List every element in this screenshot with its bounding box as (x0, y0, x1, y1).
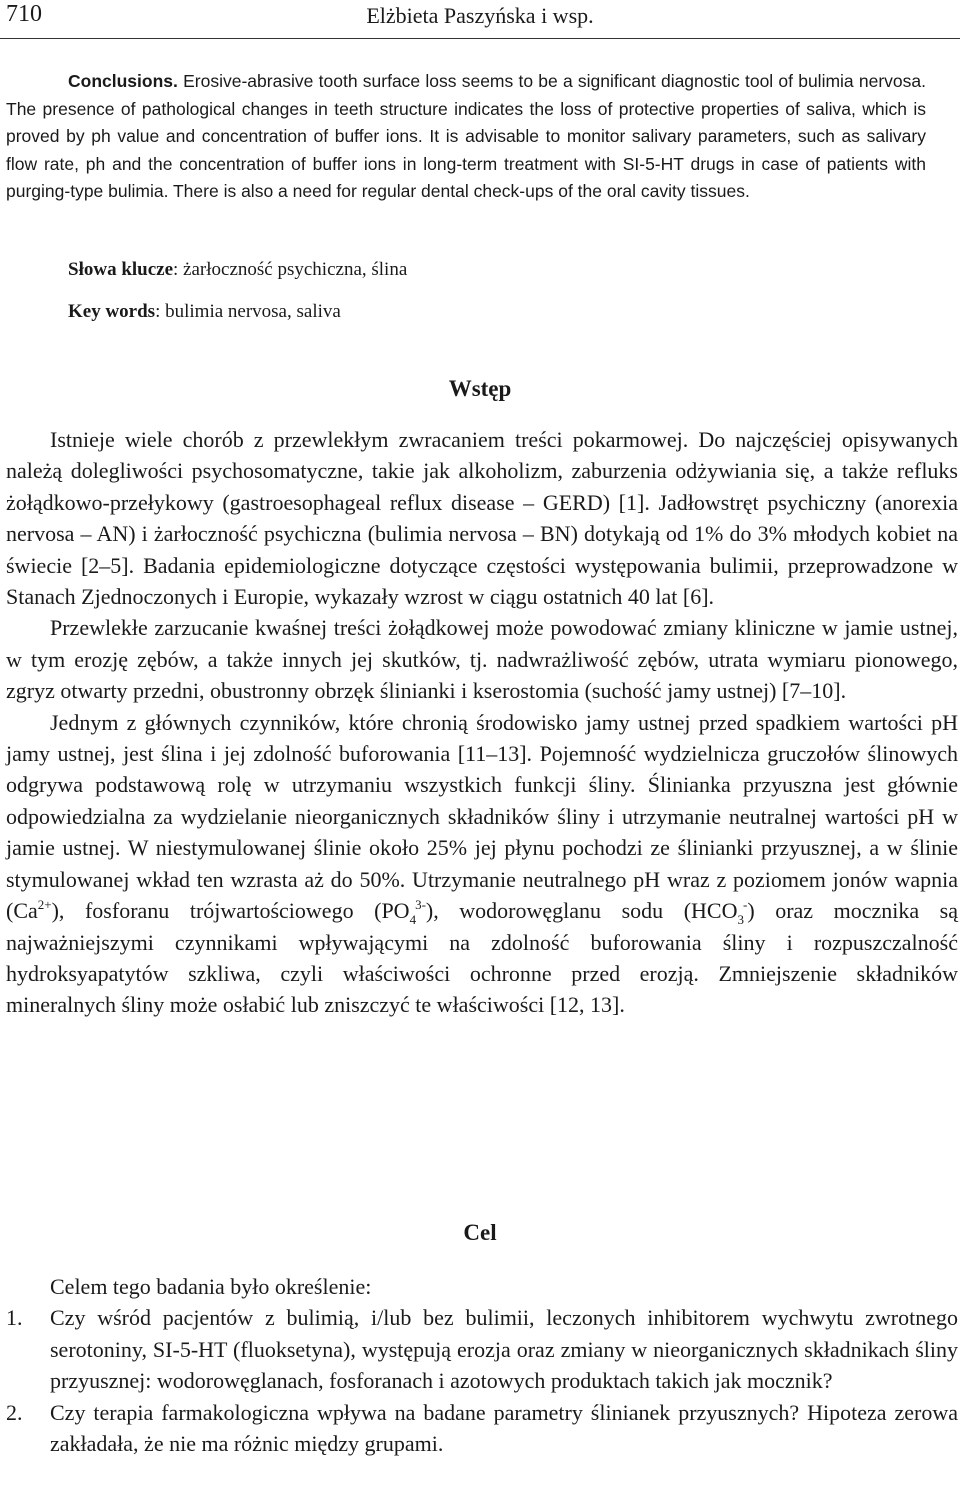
intro-paragraph (6, 707, 958, 1021)
page-number: 710 (6, 1, 42, 27)
abstract-conclusions (6, 68, 926, 206)
bicarbonate-subscript: 3 (737, 912, 744, 928)
conclusions-paragraph (6, 68, 926, 206)
paragraph-text: ) oraz mocznika są najważniejszymi czynnikami wpływającymi na zdolność buforowania śliny i rozpuszczalność hydroksyapatytów szkliwa, czyli właściwości ochronne przed erozją. Zmniejszenie składników mineralnych śliny może osłabić lub zniszczyć te właściwości [12, 13]. (6, 898, 959, 1018)
keywords-english-text: : bulimia nervosa, saliva (155, 301, 341, 322)
keywords-polish (68, 257, 407, 283)
page-header (0, 0, 960, 36)
section-heading-aim: Cel (463, 1220, 497, 1245)
section-heading-intro: Wstęp (448, 376, 512, 401)
paragraph-text: ), wodorowęglanu sodu (HCO (425, 898, 738, 924)
conclusions-label: Conclusions. (68, 71, 178, 91)
list-item (6, 1397, 958, 1460)
intro-paragraph: Przewlekłe zarzucanie kwaśnej treści żołądkowej może powodować zmiany kliniczne w jamie ustnej, w tym erozję zębów, a także innych jej skutków, tj. nadwrażliwość zębów, utrata wymiaru pionowego, zgryz otwarty przedni, obustronny obrzęk ślinianki i kserostomia (suchość jamy ustnej) [7–10]. (6, 615, 958, 704)
calcium-charge: 2+ (37, 897, 52, 913)
phosphate-subscript: 4 (409, 912, 417, 928)
list-item-text: Czy wśród pacjentów z bulimią, i/lub bez bulimii, leczonych inhibitorem wychwytu zwrotnego serotoniny, SI-5-HT (fluoksetyna), występują erozja oraz zmiany w nieorganicznych składnikach śliny przyusznej: wodorowęglanach, fosforanach i azotowych produktach takich jak mocznik? (50, 1305, 958, 1394)
keywords-polish-text: : żarłoczność psychiczna, ślina (173, 259, 408, 280)
phosphate-charge: 3- (415, 897, 426, 913)
aim-intro: Celem tego badania było określenie: (50, 1274, 372, 1299)
list-item-number: 2. (6, 1399, 23, 1425)
paragraph-text: Jednym z głównych czynników, które chronią środowisko jamy ustnej przed spadkiem wartości pH jamy ustnej, jest ślina i jej zdolność buforowania [11–13]. Pojemność wydzielnicza gruczołów ślinowych odgrywa podstawową rolę w utrzymaniu wszystkich funkcji śliny. Ślinianka przyuszna jest głównie odpowiedzialna za wydzielanie nieorganicznych składników śliny i utrzymanie neutralnej wartości pH w jamie ustnej. W niestymulowanej ślinie około 25% jej płynu pochodzi ze ślinianki przyusznej, a w ślinie stymulowanej wkład ten wzrasta aż do 50%. Utrzymanie neutralnego pH wraz z poziomem jonów wapnia (Ca (6, 709, 958, 924)
intro-paragraph: Istnieje wiele chorób z przewlekłym zwracaniem treści pokarmowej. Do najczęściej opisywanych należą dolegliwości psychosomatyczne, takie jak alkoholizm, zaburzenia odżywiania się, a także refluks żołądkowo-przełykowy (gastroesophageal reflux disease – GERD) [1]. Jadłowstręt psychiczny (anorexia nervosa – AN) i żarłoczność psychiczna (bulimia nervosa – BN) dotykają od 1% do 3% młodych kobiet na świecie [2–5]. Badania epidemiologiczne dotyczące częstości występowania bulimii, przeprowadzone w Stanach Zjednoczonych i Europie, wykazały wzrost w ciągu ostatnich 40 lat [6]. (6, 427, 958, 610)
running-head: Elżbieta Paszyńska i wsp. (366, 3, 594, 28)
conclusions-text: Erosive-abrasive tooth surface loss seems to be a significant diagnostic tool of bulimia nervosa. The presence of pathological changes in teeth structure indicates the loss of protective properties of saliva, which is proved by ph value and concentration of buffer ions. It is advisable to monitor salivary parameters, such as salivary flow rate, ph and the concentration of buffer ions in long-term treatment with SI-5-HT drugs in case of patients with purging-type bulimia. There is also a need for regular dental check-ups of the oral cavity tissues. (6, 71, 926, 201)
keywords-polish-label: Słowa klucze (68, 259, 174, 280)
list-item (6, 1302, 958, 1396)
intro-body (6, 424, 958, 1021)
header-rule (0, 38, 960, 39)
paragraph-text: ), fosforanu trójwartościowego (PO (51, 898, 410, 924)
aim-section (6, 1271, 958, 1459)
list-item-text: Czy terapia farmakologiczna wpływa na badane parametry ślinianek przyusznych? Hipoteza zerowa zakładała, że nie ma różnic między grupami. (50, 1399, 958, 1457)
bicarbonate-charge: - (742, 897, 748, 913)
aim-list (6, 1302, 958, 1459)
keywords-english-label: Key words (68, 301, 156, 322)
keywords-english (68, 299, 341, 325)
list-item-number: 1. (6, 1305, 23, 1331)
